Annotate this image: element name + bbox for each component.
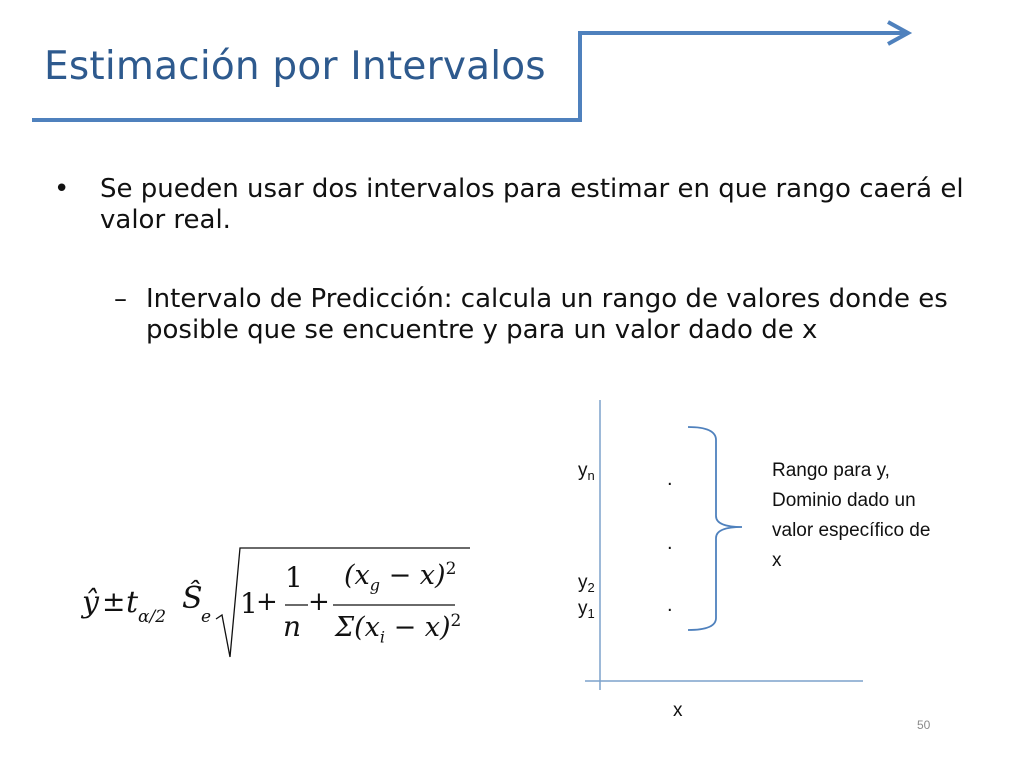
- frac2-denominator: $\Sigma(x_i - x)^2$: [335, 611, 462, 647]
- s-hat: Ŝ: [182, 581, 203, 616]
- y-label-n: $y_n$: [578, 460, 595, 483]
- one: 1: [240, 587, 258, 620]
- frac1-denominator: n: [283, 610, 302, 643]
- plus-minus: ±: [102, 585, 126, 618]
- data-dot: .: [667, 594, 673, 616]
- page-number: 50: [917, 718, 931, 732]
- data-dot: .: [667, 532, 673, 554]
- bracket-note: Rango para y, Dominio dado un valor específico de x: [772, 460, 931, 571]
- plus-2: +: [308, 587, 330, 617]
- t-stat: t: [126, 585, 139, 620]
- y-hat: ŷ: [82, 585, 99, 620]
- y-label-2: $y_2$: [578, 572, 595, 595]
- y-label-1: $y_1$: [578, 598, 595, 621]
- bullet-text-2: Intervalo de Predicción: calcula un rango de valores donde es posible que se encuentre y para un valor dado de x: [146, 284, 948, 345]
- bullet-marker: •: [54, 174, 70, 204]
- plus-1: +: [256, 587, 278, 617]
- range-bracket: [688, 427, 742, 630]
- bullet-text-1: Se pueden usar dos intervalos para estimar en que rango caerá el valor real.: [100, 174, 964, 235]
- frac1-numerator: 1: [285, 561, 303, 594]
- data-dot: .: [667, 468, 673, 490]
- dash-marker: –: [114, 284, 127, 314]
- t-subscript: α/2: [138, 607, 167, 627]
- s-subscript: e: [201, 607, 212, 627]
- slide-title: Estimación por Intervalos: [44, 44, 546, 89]
- frac2-numerator: $(x_g - x)^2$: [344, 559, 457, 595]
- x-label: x: [673, 700, 683, 721]
